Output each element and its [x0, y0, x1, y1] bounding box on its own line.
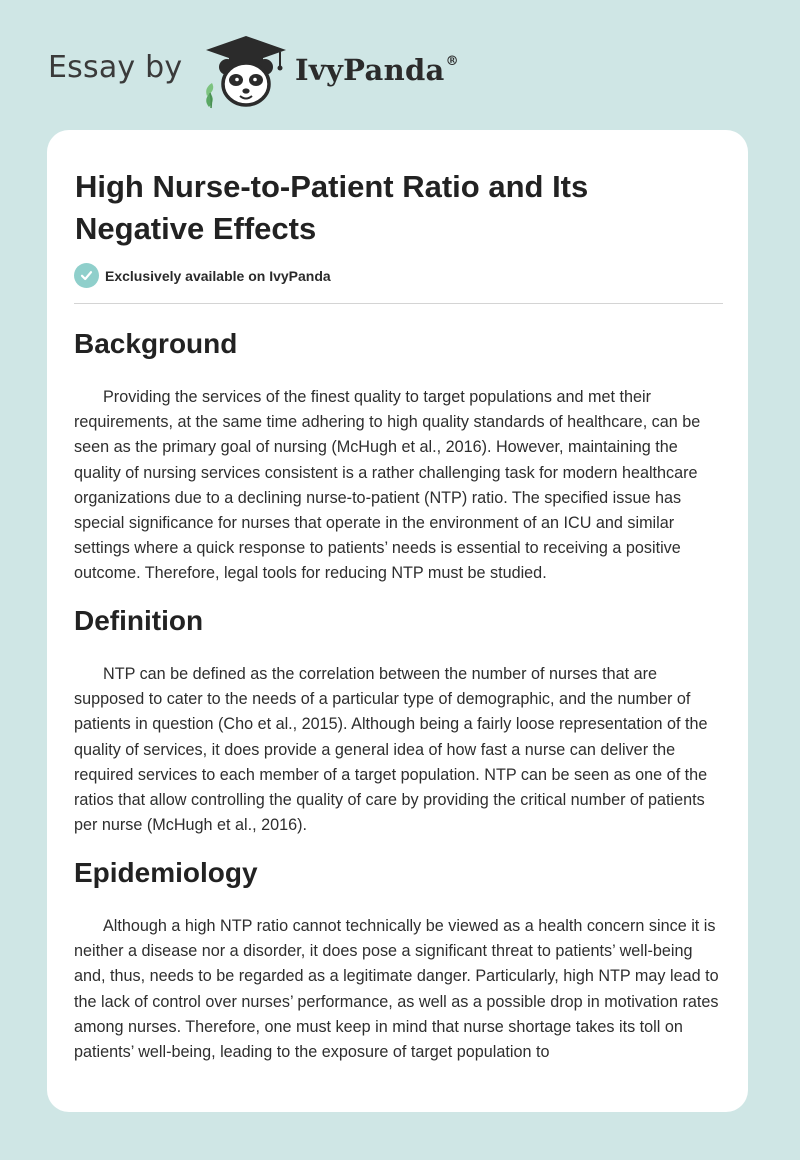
registered-mark: ®	[445, 54, 459, 70]
panda-graduate-icon	[200, 33, 292, 109]
section-body-epidemiology: Although a high NTP ratio cannot technically be viewed as a health concern since it is neither a disease nor a disorder, it does pose a significant threat to patients’ well-being and, thus, needs to be regarded as a legitimate danger. Particularly, high NTP may lead to the lack of control over nurses’ performance, as well as a possible drop in motivation rates among nurses. Therefore, one must keep in mind that nurse shortage takes its toll on patients’ well-being, leading to the exposure of target population to	[74, 917, 719, 1062]
section-body-definition: NTP can be defined as the correlation between the number of nurses that are supposed to cater to the needs of a particular type of demographic, and the number of patients in question (Cho et al., 2015). Although being a fairly loose representation of the quality of services, it does provide a general idea of how fast a nurse can deliver the required services to each member of a target population. NTP can be seen as one of the ratios that allow controlling the quality of care by providing the critical number of patients per nurse (McHugh et al., 2016).	[74, 665, 708, 835]
essay-card	[47, 130, 748, 1112]
divider	[74, 303, 723, 304]
essay-by-label: Essay by	[48, 50, 183, 85]
section-heading-background: Background	[74, 328, 238, 359]
section-body-background: Providing the services of the finest quality to target populations and met their requirements, at the same time adhering to high quality standards of healthcare, can be seen as the primary goal of nursing (McHugh et al., 2016). However, maintaining the quality of nursing services consistent is a rather challenging task for modern healthcare organizations due to a declining nurse-to-patient (NTP) ratio. The specified issue has special significance for nurses that operate in the environment of an ICU and similar settings where a quick response to patients’ needs is essential to receiving a positive outcome. Therefore, legal tools for reducing NTP must be studied.	[74, 388, 701, 583]
exclusive-badge	[74, 263, 331, 288]
exclusive-badge-text: Exclusively available on IvyPanda	[105, 267, 331, 284]
brand-logo-text[interactable]: IvyPanda®	[295, 53, 459, 87]
check-circle-icon	[74, 263, 99, 288]
page-title: High Nurse-to-Patient Ratio and Its Negative Effects	[75, 169, 589, 246]
site-header	[0, 0, 800, 120]
section-heading-epidemiology: Epidemiology	[74, 857, 258, 888]
section-heading-definition: Definition	[74, 605, 204, 636]
